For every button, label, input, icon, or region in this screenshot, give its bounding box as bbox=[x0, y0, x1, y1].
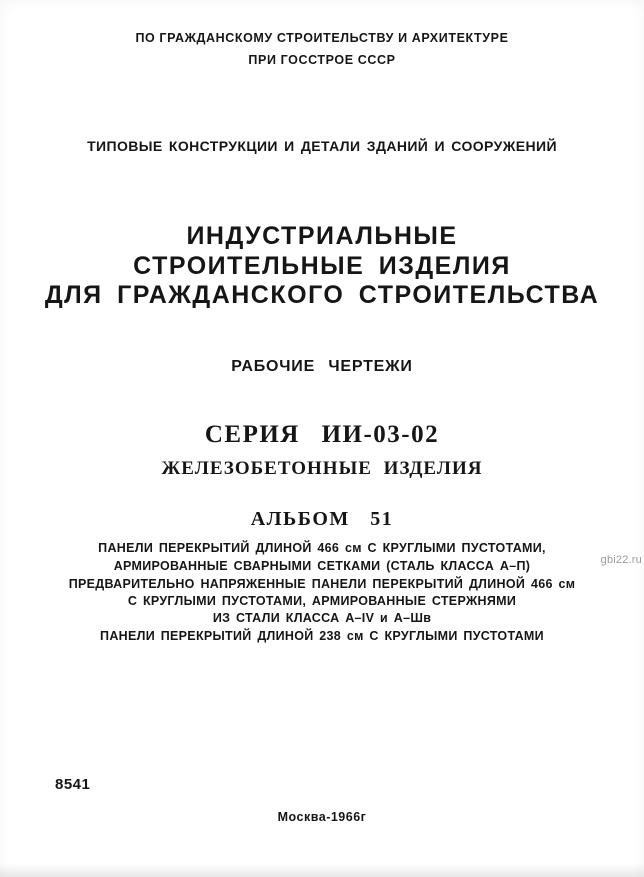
album-description-line: ПАНЕЛИ ПЕРЕКРЫТИЙ ДЛИНОЙ 466 см С КРУГЛЫМИ ПУСТОТАМИ, bbox=[98, 541, 546, 555]
album-description-line: ПАНЕЛИ ПЕРЕКРЫТИЙ ДЛИНОЙ 238 см С КРУГЛЫМИ ПУСТОТАМИ bbox=[100, 629, 544, 643]
document-title-line-3: ДЛЯ ГРАЖДАНСКОГО СТРОИТЕЛЬСТВА bbox=[44, 281, 600, 309]
site-watermark: gbi22.ru bbox=[600, 554, 642, 566]
album-description-line: С КРУГЛЫМИ ПУСТОТАМИ, АРМИРОВАННЫЕ СТЕРЖНЯМИ bbox=[127, 594, 517, 608]
issuing-body-line-1: ПО ГРАЖДАНСКОМУ СТРОИТЕЛЬСТВУ И АРХИТЕКТУРЕ bbox=[135, 31, 509, 45]
album-description-line: ПРЕДВАРИТЕЛЬНО НАПРЯЖЕННЫЕ ПАНЕЛИ ПЕРЕКРЫТИЙ ДЛИНОЙ 466 см bbox=[68, 577, 576, 591]
document-title-line-1: ИНДУСТРИАЛЬНЫЕ bbox=[186, 222, 458, 250]
album-description-line: АРМИРОВАННЫЕ СВАРНЫМИ СЕТКАМИ (СТАЛЬ КЛАССА А–П) bbox=[113, 559, 531, 573]
document-subtitle: РАБОЧИЕ ЧЕРТЕЖИ bbox=[231, 358, 413, 375]
album-number: АЛЬБОМ 51 bbox=[250, 508, 394, 530]
imprint-city-year: Москва-1966г bbox=[277, 810, 367, 824]
album-description-line: ИЗ СТАЛИ КЛАССА А–IV и А–Шв bbox=[212, 611, 432, 625]
series-code: СЕРИЯ ИИ-03-02 bbox=[204, 421, 440, 448]
document-title-line-2: СТРОИТЕЛЬНЫЕ ИЗДЕЛИЯ bbox=[133, 252, 511, 280]
standard-series-heading: ТИПОВЫЕ КОНСТРУКЦИИ И ДЕТАЛИ ЗДАНИЙ И СООРУЖЕНИЙ bbox=[87, 138, 557, 154]
products-heading: ЖЕЛЕЗОБЕТОННЫЕ ИЗДЕЛИЯ bbox=[161, 458, 483, 479]
print-order-number: 8541 bbox=[55, 776, 91, 793]
issuing-body-line-2: ПРИ ГОССТРОЕ СССР bbox=[248, 53, 396, 67]
